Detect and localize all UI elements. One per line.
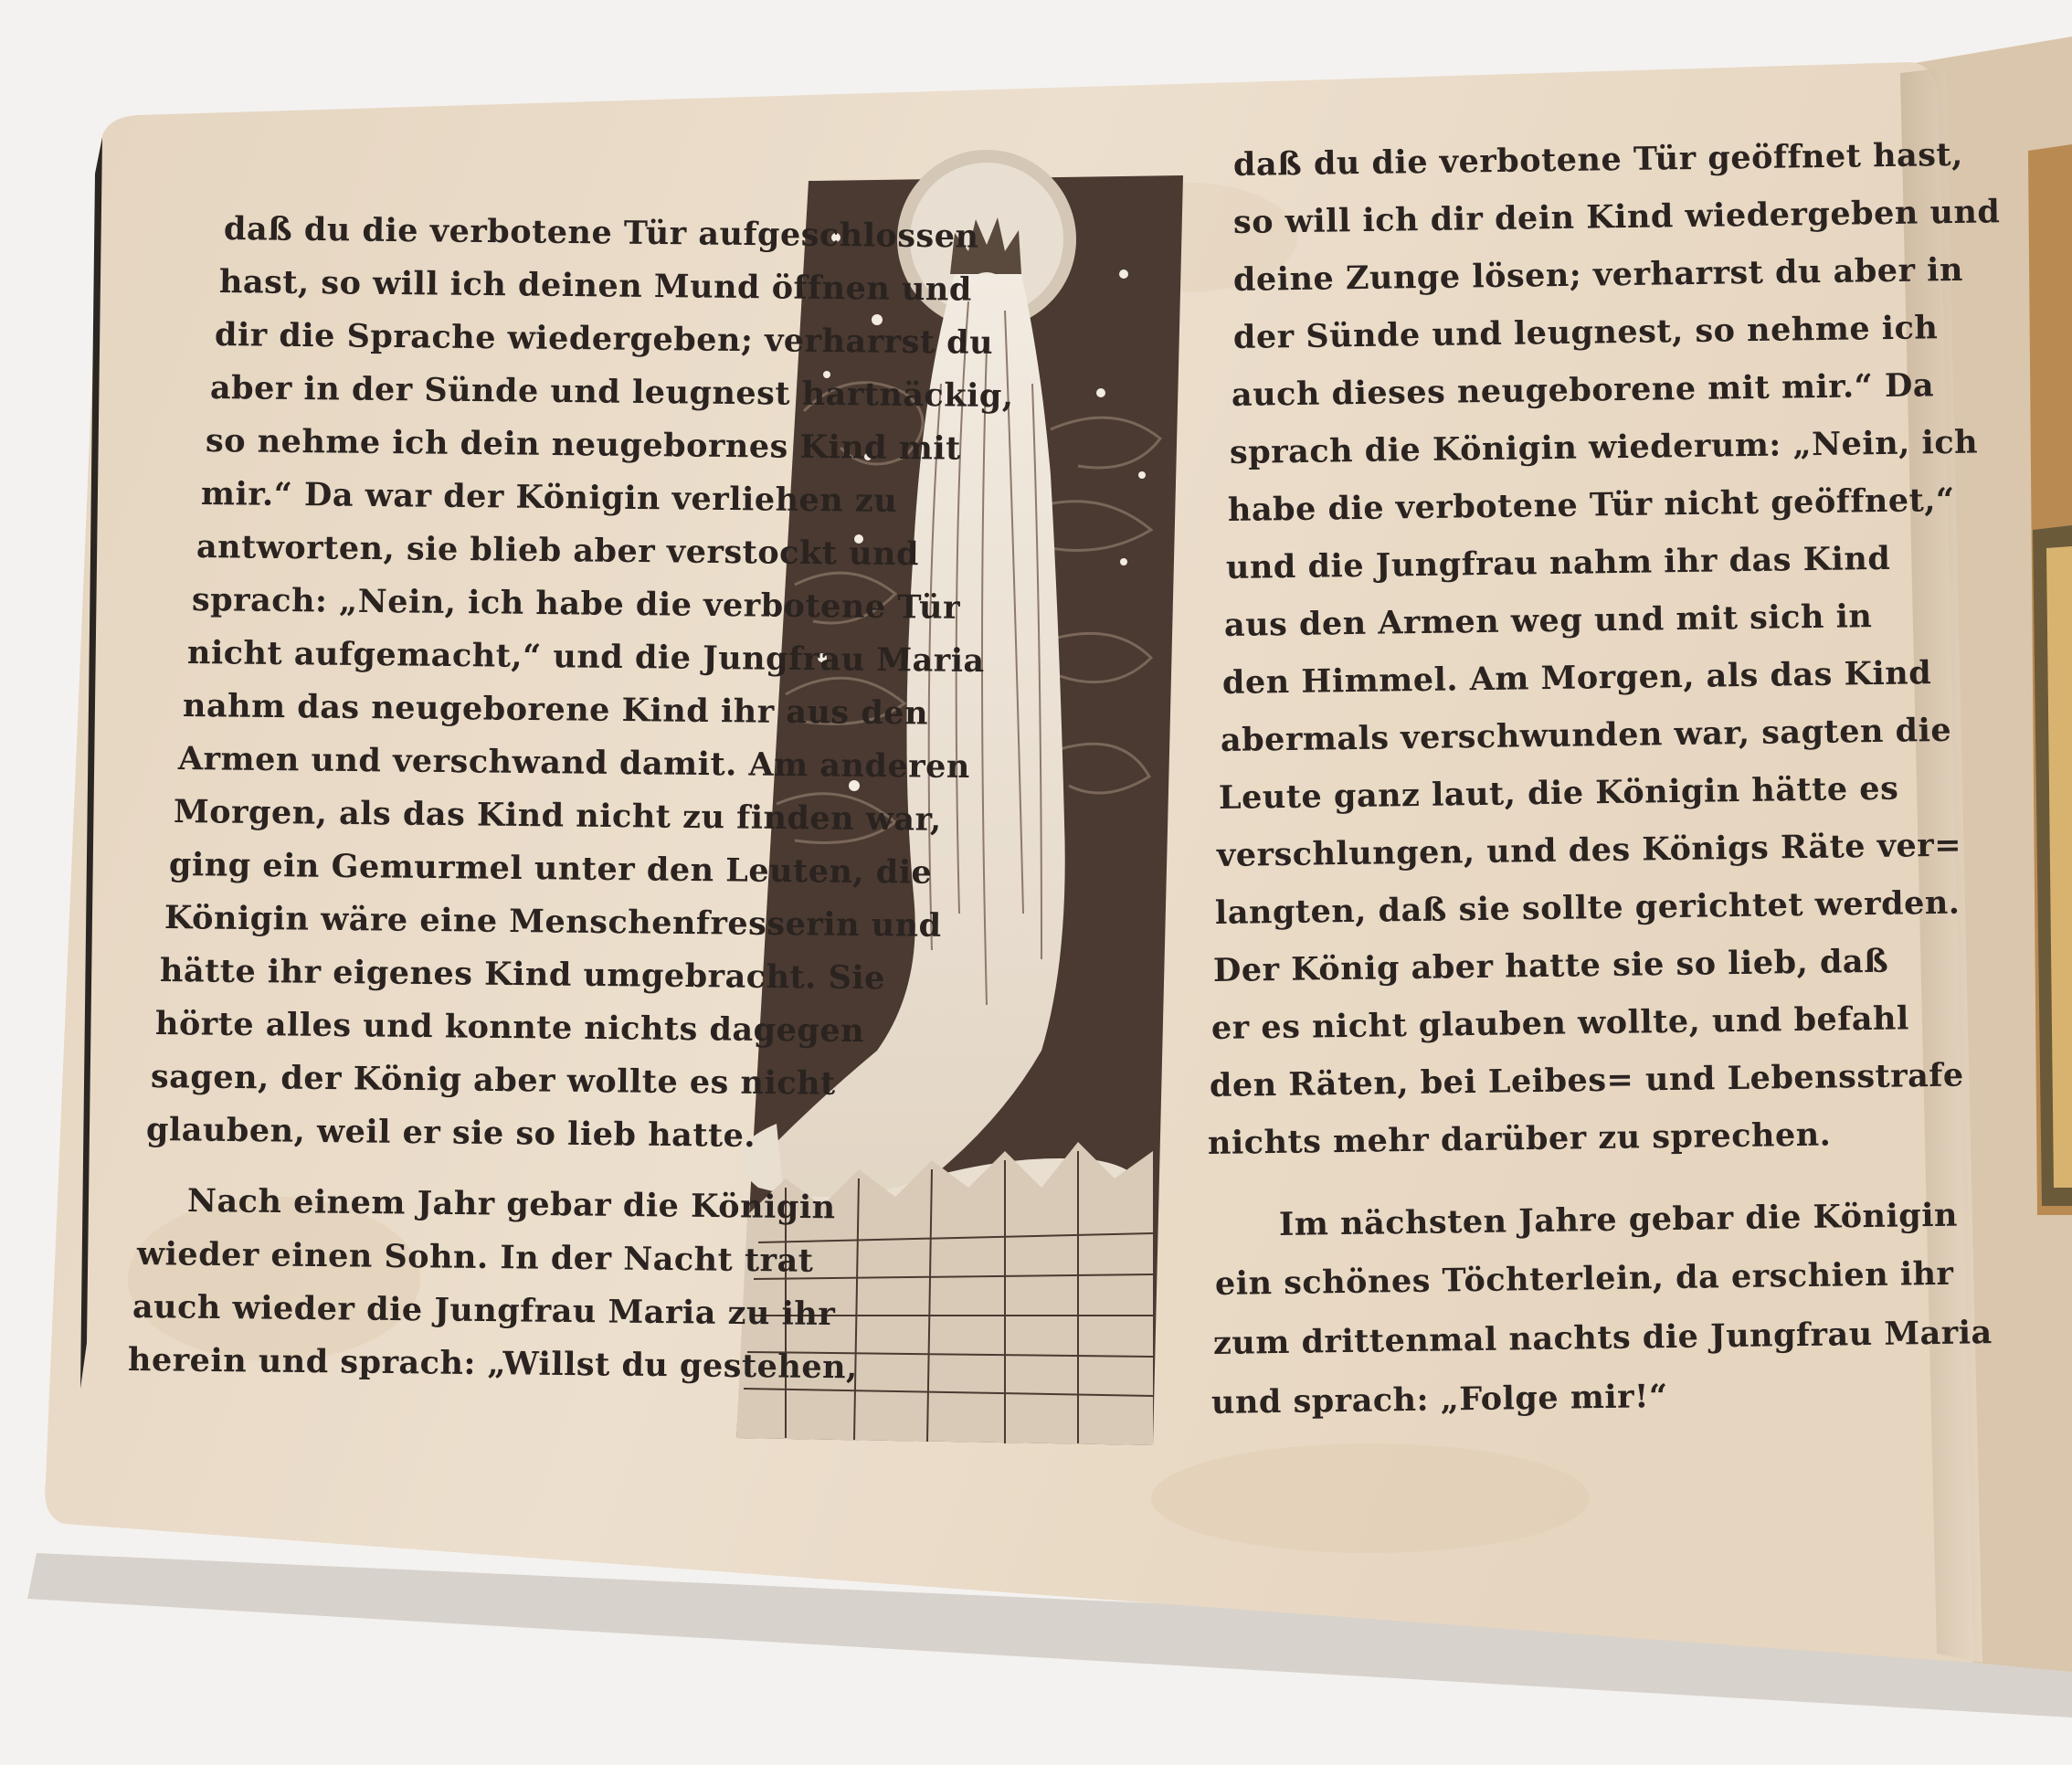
text-line: ging ein Gemurmel unter den Leuten, die xyxy=(168,846,933,892)
text-line: aus den Armen weg und mit sich in xyxy=(1223,597,1873,644)
text-line: so nehme ich dein neugebornes Kind mit xyxy=(205,422,962,468)
text-line: langten, daß sie sollte gerichtet werden. xyxy=(1214,883,1961,932)
text-line: Königin wäre eine Menschenfresserin und xyxy=(164,899,942,945)
text-line: Leute ganz laut, die Königin hätte es xyxy=(1218,769,1899,817)
text-line: daß du die verbotene Tür aufgeschlossen xyxy=(223,210,979,256)
text-line: habe die verbotene Tür nicht geöffnet,“ xyxy=(1227,481,1955,529)
text-line: daß du die verbotene Tür geöffnet hast, xyxy=(1232,135,1964,184)
text-line: glauben, weil er sie so lieb hatte. xyxy=(145,1111,756,1155)
text-line: verschlungen, und des Königs Räte ver= xyxy=(1216,826,1962,874)
text-line: herein und sprach: „Willst du gestehen, xyxy=(127,1341,858,1387)
text-line: Im nächsten Jahre gebar die Königin xyxy=(1278,1196,1959,1243)
text-line: Morgen, als das Kind nicht zu finden war, xyxy=(173,793,942,839)
text-line: hast, so will ich deinen Mund öffnen und xyxy=(218,263,973,309)
text-line: auch dieses neugeborene mit mir.“ Da xyxy=(1231,366,1935,414)
text-line: zum drittenmal nachts die Jungfrau Maria xyxy=(1212,1314,1993,1362)
text-line: nicht aufgemacht,“ und die Jungfrau Maria xyxy=(186,634,985,681)
text-line: mir.“ Da war der Königin verliehen zu xyxy=(200,475,898,520)
text-line: Armen und verschwand damit. Am anderen xyxy=(177,740,971,787)
text-line: sprach die Königin wiederum: „Nein, ich xyxy=(1229,423,1979,471)
text-line: und die Jungfrau nahm ihr das Kind xyxy=(1225,539,1891,587)
text-line: den Himmel. Am Morgen, als das Kind xyxy=(1221,654,1932,702)
text-line: Der König aber hatte sie so lieb, daß xyxy=(1212,942,1889,989)
text-line: er es nicht glauben wollte, und befahl xyxy=(1210,999,1910,1047)
text-line: hörte alles und konnte nichts dagegen xyxy=(154,1005,865,1051)
text-line: wieder einen Sohn. In der Nacht trat xyxy=(136,1235,814,1280)
text-line: den Räten, bei Leibes= und Lebensstrafe xyxy=(1209,1056,1964,1104)
text-line: auch wieder die Jungfrau Maria zu ihr xyxy=(132,1288,836,1334)
text-line: deine Zunge lösen; verharrst du aber in xyxy=(1232,250,1964,299)
text-line: antworten, sie blieb aber verstockt und xyxy=(196,528,920,574)
text-line: so will ich dir dein Kind wiedergeben und xyxy=(1232,193,2001,241)
text-line: der Sünde und leugnest, so nehme ich xyxy=(1232,309,1939,356)
text-line: und sprach: „Folge mir!“ xyxy=(1210,1378,1668,1422)
text-line: abermals verschwunden war, sagten die xyxy=(1220,711,1952,759)
text-line: sprach: „Nein, ich habe die verbotene Tür xyxy=(191,581,961,627)
text-line: hätte ihr eigenes Kind umgebracht. Sie xyxy=(159,952,886,998)
text-line: sagen, der König aber wollte es nicht xyxy=(150,1058,836,1103)
text-line: aber in der Sünde und leugnest hartnäckig, xyxy=(209,369,1014,416)
text-line: nichts mehr darüber zu sprechen. xyxy=(1207,1115,1832,1162)
text-line: Nach einem Jahr gebar die Königin xyxy=(186,1182,836,1227)
text-line: dir die Sprache wiedergeben; verharrst du xyxy=(214,316,994,362)
text-line: ein schönes Töchterlein, da erschien ihr xyxy=(1214,1254,1954,1303)
text-line: nahm das neugeborene Kind ihr aus den xyxy=(182,687,929,733)
